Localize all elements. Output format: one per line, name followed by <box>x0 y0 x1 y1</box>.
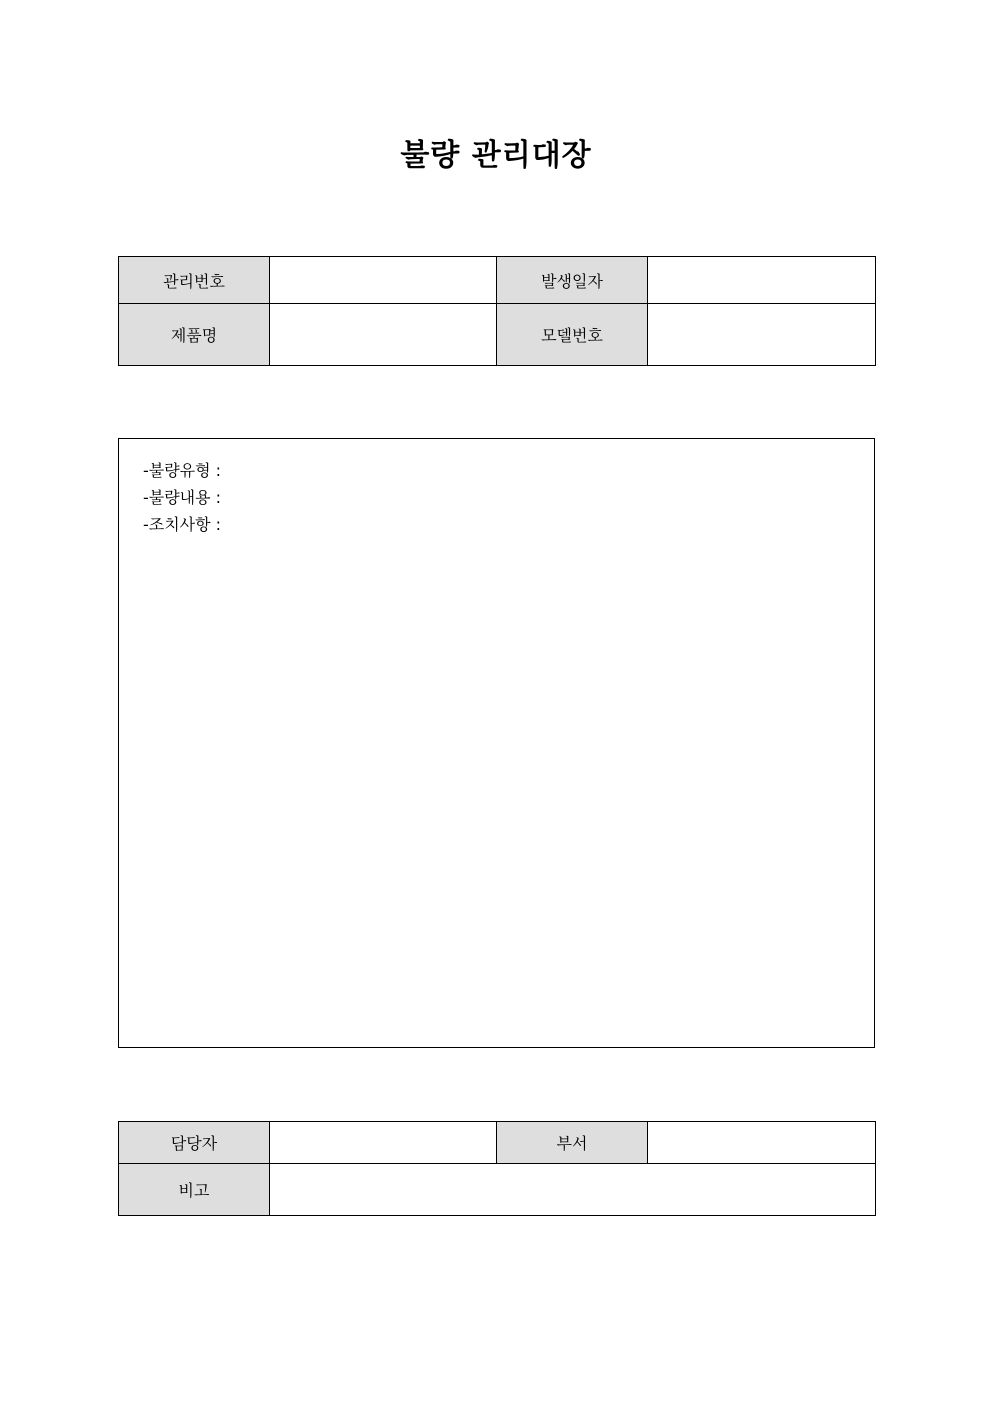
document-title: 불량 관리대장 <box>400 138 592 173</box>
occurrence-date-field[interactable] <box>648 257 876 304</box>
info-table <box>118 256 876 366</box>
footer-row-1 <box>119 1122 876 1164</box>
action-taken-line: -조치사항 : <box>143 515 222 534</box>
department-field[interactable] <box>648 1122 876 1164</box>
defect-detail-lines <box>143 457 221 538</box>
info-row-1 <box>119 257 876 304</box>
defect-type-line: -불량유형 : <box>143 461 222 480</box>
footer-row-2 <box>119 1164 876 1216</box>
product-name-label: 제품명 <box>119 304 270 366</box>
remarks-label: 비고 <box>119 1164 270 1216</box>
defect-detail-box[interactable] <box>118 438 875 1048</box>
management-no-label: 관리번호 <box>119 257 270 304</box>
model-no-label: 모델번호 <box>497 304 648 366</box>
management-no-field[interactable] <box>270 257 497 304</box>
model-no-field[interactable] <box>648 304 876 366</box>
defect-content-line: -불량내용 : <box>143 488 222 507</box>
occurrence-date-label: 발생일자 <box>497 257 648 304</box>
info-row-2 <box>119 304 876 366</box>
manager-field[interactable] <box>270 1122 497 1164</box>
remarks-field[interactable] <box>270 1164 876 1216</box>
product-name-field[interactable] <box>270 304 497 366</box>
department-label: 부서 <box>497 1122 648 1164</box>
footer-table <box>118 1121 876 1216</box>
manager-label: 담당자 <box>119 1122 270 1164</box>
